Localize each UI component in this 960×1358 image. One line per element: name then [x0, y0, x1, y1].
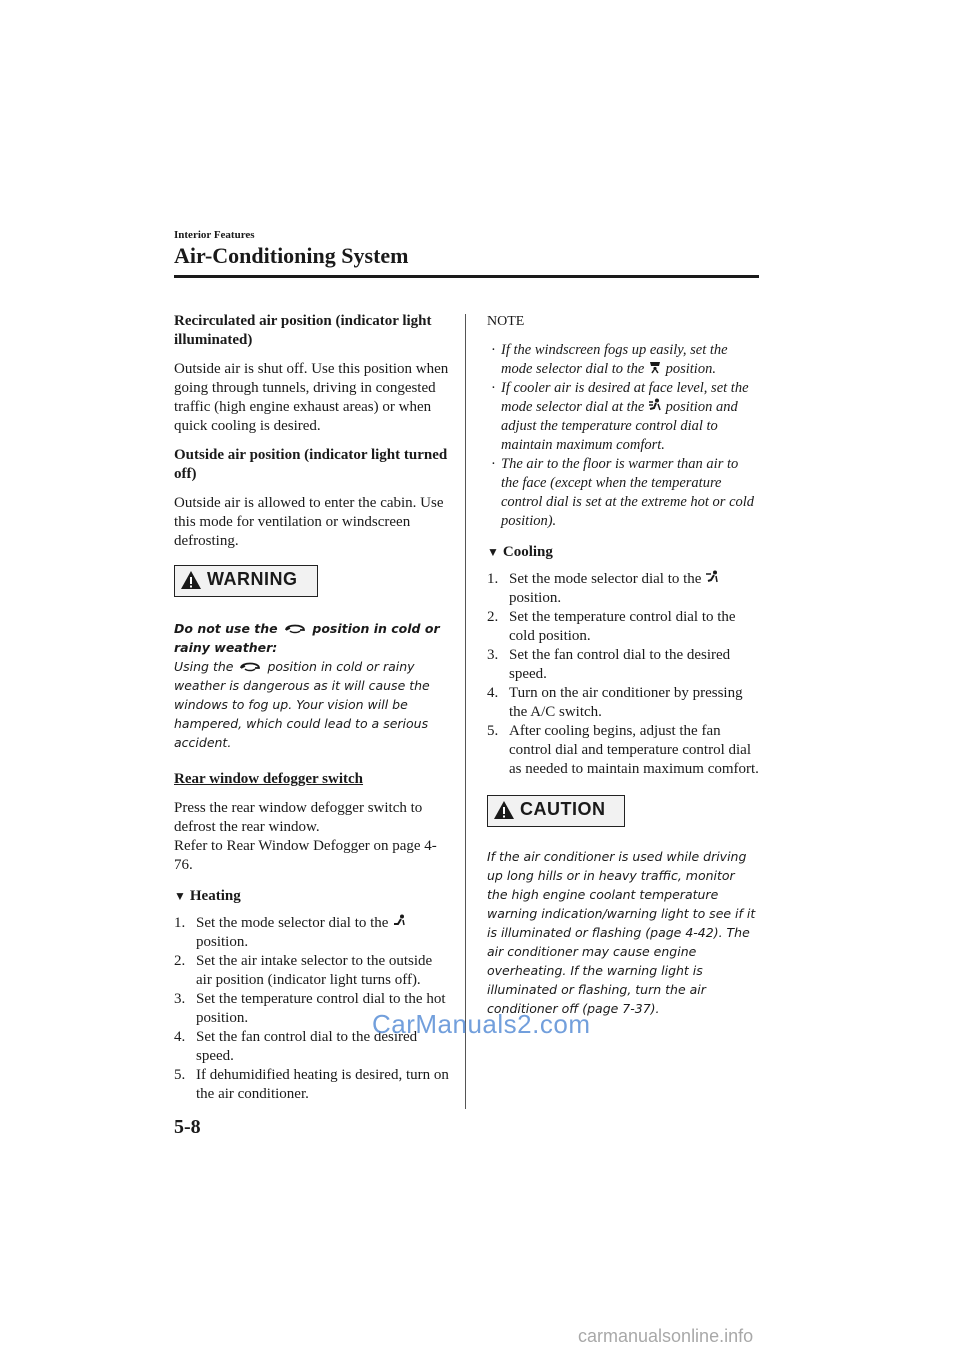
- step-text: Set the mode selector dial to the: [196, 915, 389, 931]
- step-number: 1.: [174, 915, 186, 931]
- page-title: Air-Conditioning System: [174, 243, 409, 268]
- recirculate-icon: [237, 659, 263, 673]
- note-text: The air to the floor is warmer than air to the face (except when the temperature control dial is set at the extreme hot or cold position).: [501, 456, 755, 529]
- step-text: Set the mode selector dial to the: [509, 571, 702, 587]
- list-item: [487, 379, 759, 455]
- header-rule: [174, 275, 759, 278]
- recirculated-air-text: Outside air is shut off. Use this position when going through tunnels, driving in congested traffic (high engine exhaust areas) or when quick cooling is desired.: [174, 361, 449, 434]
- list-item: [487, 646, 759, 684]
- watermark-footer-link[interactable]: carmanualsonline.info: [578, 1326, 754, 1346]
- step-number: 5.: [174, 1067, 186, 1083]
- warning-line2-post: position in cold or rainy weather is dangerous as it will cause the windows to fog up. Your vision will be hampered, which could lead to a serious accident.: [174, 659, 430, 750]
- step-text: Set the fan control dial to the desired speed.: [509, 647, 731, 682]
- warning-line2-pre: Using the: [174, 659, 234, 674]
- warning-label: WARNING: [207, 569, 298, 589]
- list-item: [487, 341, 759, 379]
- note-list: [487, 341, 759, 531]
- bullet-icon: ·: [491, 380, 496, 396]
- step-number: 5.: [487, 723, 499, 739]
- step-number: 3.: [174, 991, 186, 1007]
- step-text: Set the fan control dial to the desired speed.: [196, 1029, 418, 1064]
- list-item: [174, 914, 450, 952]
- caution-text: If the air conditioner is used while driving up long hills or in heavy traffic, monitor the high engine coolant temperature warning indication/warning light to see if it is illuminated or flashing (page 4-42). The air conditioner may cause engine overheating. If the warning light is illuminated or flashing, turn the air conditioner off (page 7-37).: [487, 849, 756, 1016]
- warning-triangle-icon: [180, 570, 202, 590]
- step-number: 2.: [174, 953, 186, 969]
- left-column: [174, 312, 450, 1104]
- recirculated-air-heading: Recirculated air position (indicator light illuminated): [174, 313, 432, 348]
- face-mode-icon: [705, 570, 719, 584]
- recirculate-icon: [282, 621, 308, 635]
- rear-defogger-text: Press the rear window defogger switch to defrost the rear window.: [174, 800, 423, 835]
- warning-line1-post: position in cold or rainy weather:: [174, 621, 440, 655]
- floor-mode-icon: [392, 914, 406, 928]
- note-text: If cooler air is desired at face level, set the mode selector dial at the: [501, 380, 749, 415]
- list-item: [487, 608, 759, 646]
- step-text-continued: position.: [196, 934, 249, 950]
- heating-heading: [174, 887, 450, 906]
- cooling-heading: [487, 543, 759, 562]
- triangle-down-icon: ▼: [174, 889, 186, 903]
- step-text: After cooling begins, adjust the fan control dial and temperature control dial as needed to maintain maximum comfort.: [509, 723, 759, 777]
- caution-label: CAUTION: [520, 799, 606, 819]
- column-divider: [465, 314, 466, 1109]
- step-text-continued: position.: [509, 590, 562, 606]
- bullet-icon: ·: [491, 456, 496, 472]
- warning-text: [174, 619, 450, 752]
- list-item: [487, 722, 759, 779]
- step-number: 4.: [487, 685, 499, 701]
- step-number: 1.: [487, 571, 499, 587]
- list-item: [174, 1066, 450, 1104]
- watermark-link[interactable]: CarManuals2.com: [372, 1009, 591, 1039]
- right-column: [487, 312, 759, 1018]
- outside-air-heading: Outside air position (indicator light turned off): [174, 447, 448, 482]
- step-number: 4.: [174, 1029, 186, 1045]
- note-text-continued: position and adjust the temperature control dial to maintain maximum comfort.: [501, 399, 738, 453]
- list-item: [487, 570, 759, 608]
- outside-air-text: Outside air is allowed to enter the cabin. Use this mode for ventilation or windscreen defrosting.: [174, 495, 444, 549]
- list-item: [487, 684, 759, 722]
- triangle-down-icon: ▼: [487, 545, 499, 559]
- note-title: NOTE: [487, 314, 525, 329]
- rear-defogger-reference: Refer to Rear Window Defogger on page 4-76.: [174, 838, 437, 873]
- step-text: Set the temperature control dial to the hot position.: [196, 991, 446, 1026]
- page-number: 5-8: [174, 1116, 201, 1138]
- warning-line1-pre: Do not use the: [174, 621, 278, 636]
- list-item: [174, 952, 450, 990]
- note-text: If the windscreen fogs up easily, set the mode selector dial to the: [501, 342, 728, 377]
- cooling-heading-text: Cooling: [502, 544, 553, 560]
- warning-triangle-icon: [493, 800, 515, 820]
- step-number: 2.: [487, 609, 499, 625]
- section-label: Interior Features: [174, 229, 255, 241]
- step-text: Set the temperature control dial to the cold position.: [509, 609, 736, 644]
- cooling-steps: [487, 570, 759, 779]
- heating-heading-text: Heating: [189, 888, 241, 904]
- rear-defogger-heading: Rear window defogger switch: [174, 771, 364, 787]
- list-item: [487, 455, 759, 531]
- warning-label-box: [174, 565, 318, 597]
- caution-label-box: [487, 795, 625, 827]
- bullet-icon: ·: [491, 342, 496, 358]
- floor-defrost-mode-icon: [648, 360, 662, 374]
- step-text: If dehumidified heating is desired, turn on the air conditioner.: [196, 1067, 449, 1102]
- step-text: Turn on the air conditioner by pressing the A/C switch.: [509, 685, 743, 720]
- face-floor-mode-icon: [648, 398, 662, 412]
- step-number: 3.: [487, 647, 499, 663]
- step-text: Set the air intake selector to the outside air position (indicator light turns off).: [196, 953, 433, 988]
- note-text-continued: position.: [665, 361, 716, 377]
